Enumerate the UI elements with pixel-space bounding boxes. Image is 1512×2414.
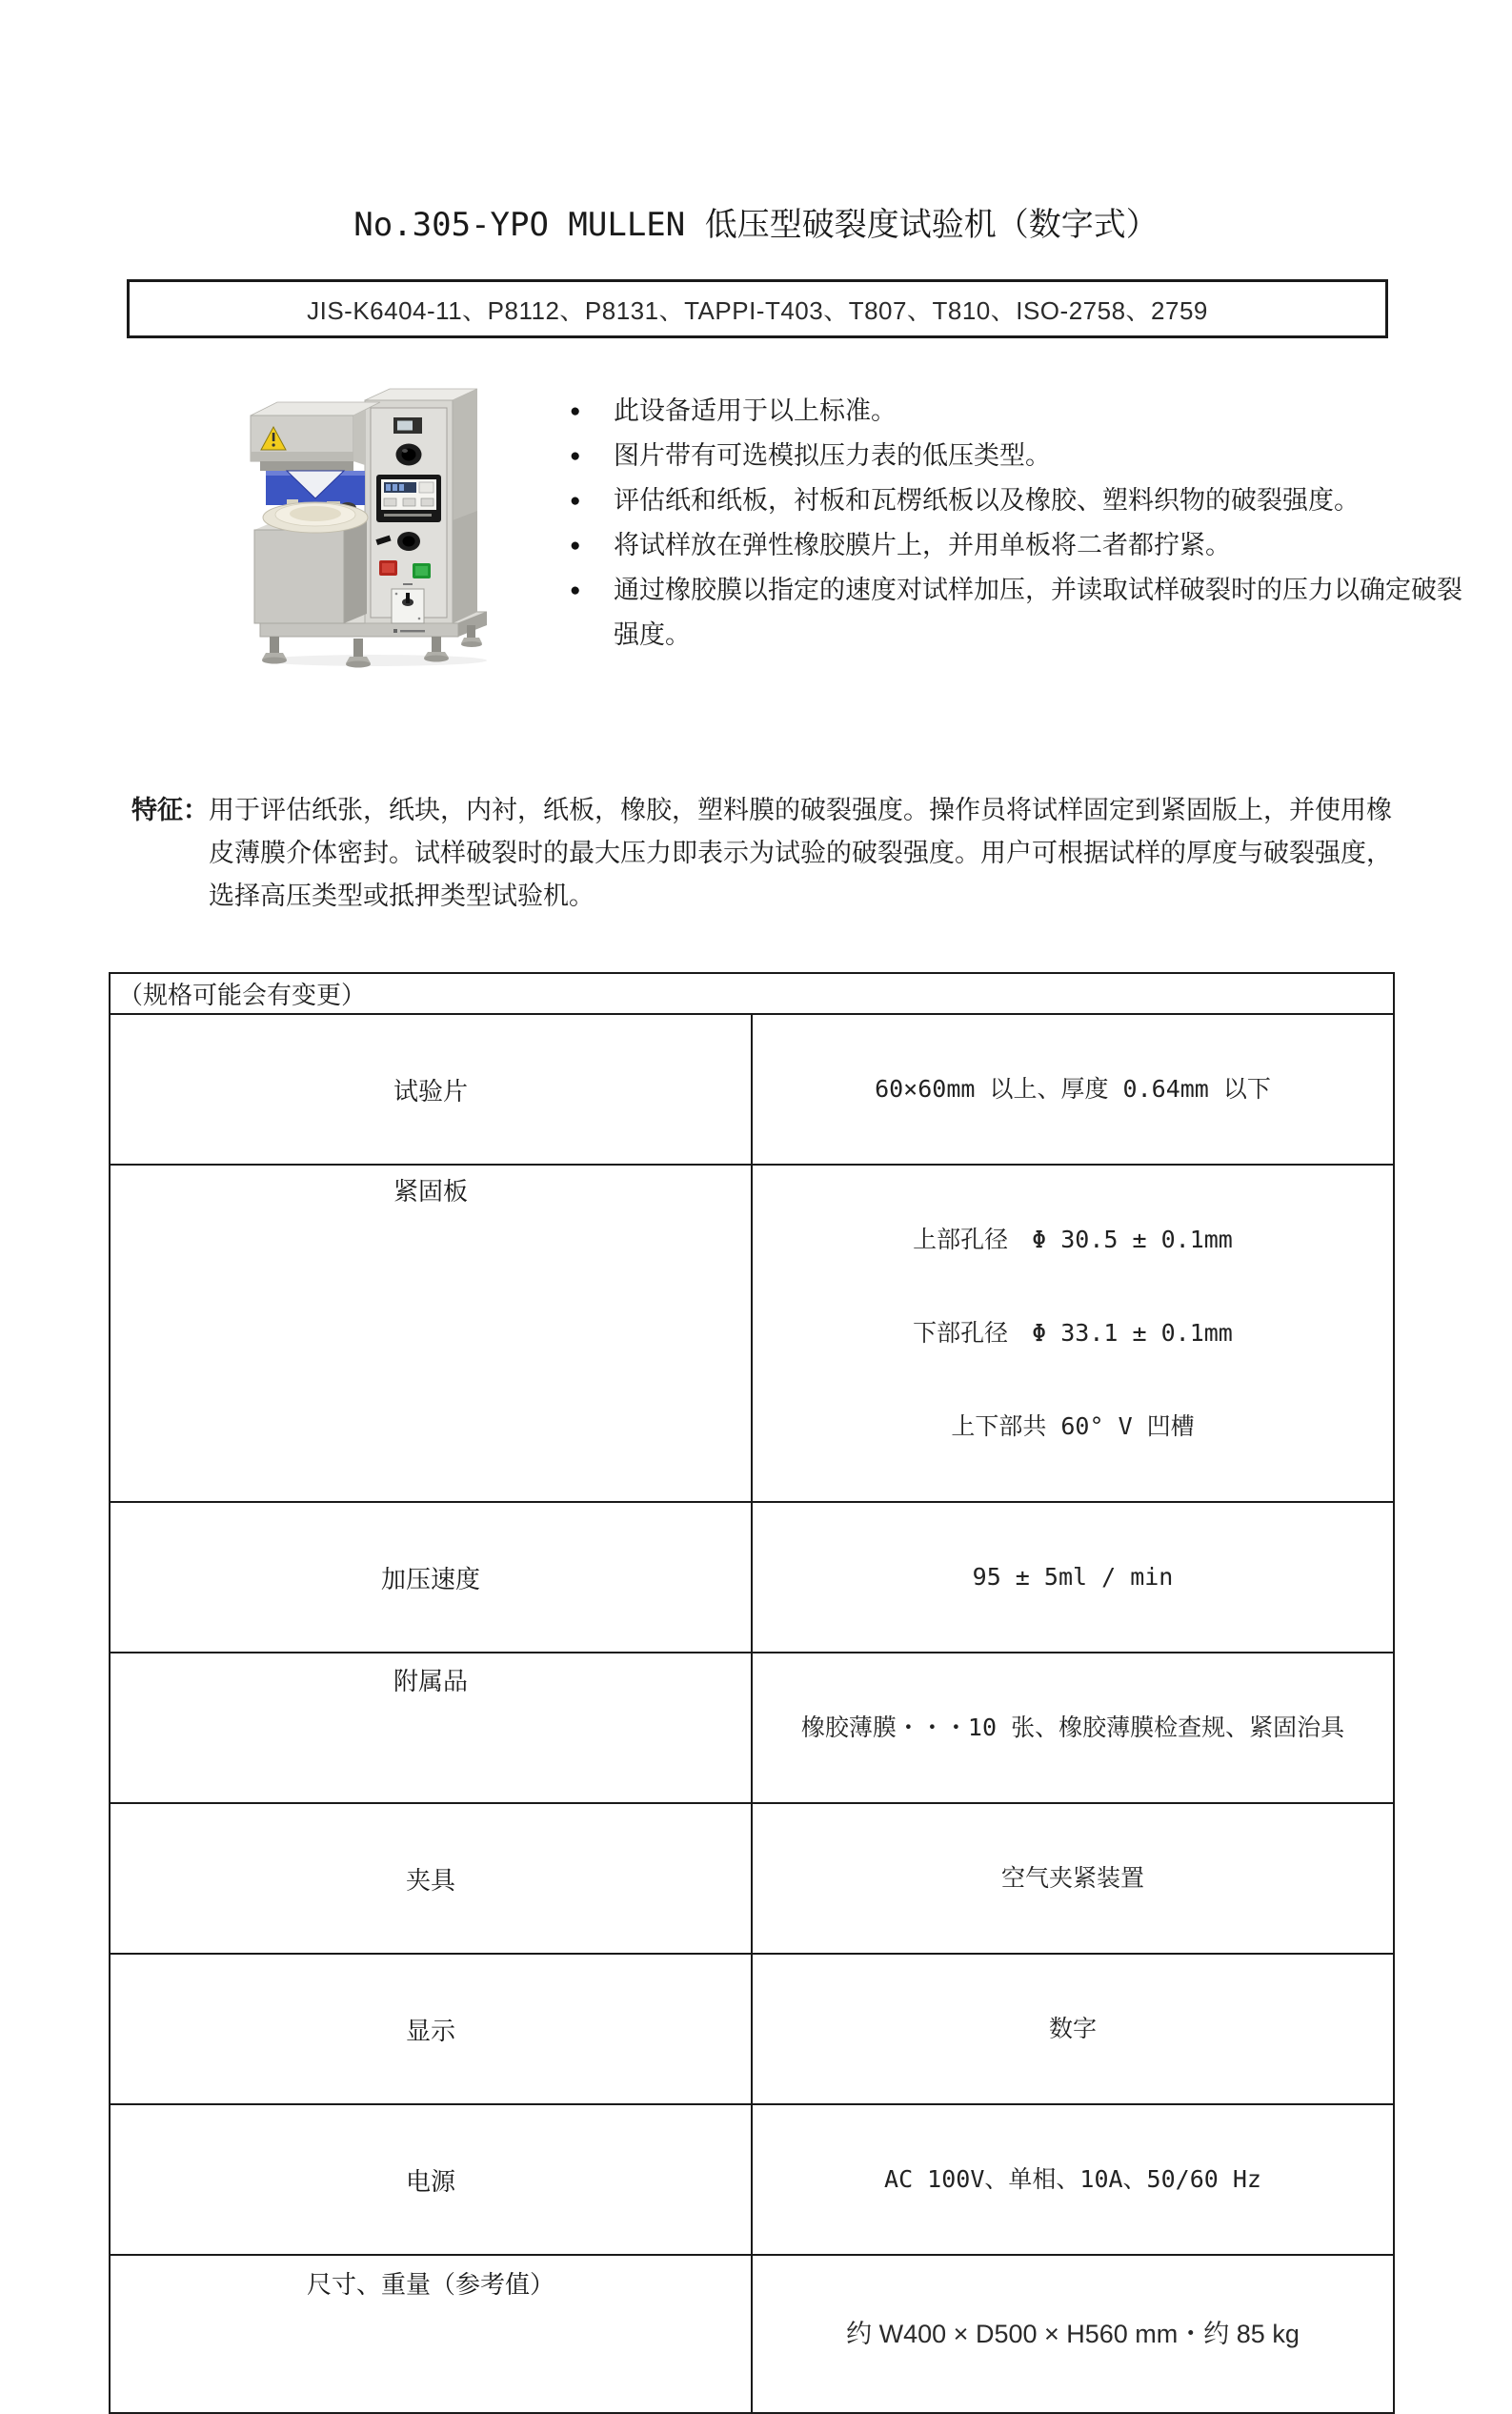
features-section [131,789,1399,918]
spec-label: 加压速度 [110,1502,752,1653]
spec-value-line: 空气夹紧装置 [1000,1864,1144,1892]
table-row [110,2255,1394,2413]
spec-value [752,1014,1394,1165]
spec-value-line: 橡胶薄膜・・・10 张、橡胶薄膜检查规、紧固治具 [800,1714,1345,1741]
press-block [266,471,365,505]
table-row [110,1803,1394,1954]
bullet-list [564,389,1474,658]
table-row [110,1502,1394,1653]
pressure-gauge [376,475,441,522]
table-row [110,1954,1394,2104]
control-tower [365,389,477,633]
spec-label: 附属品 [110,1653,752,1803]
spec-value-line: AC 100V、单相、10A、50/60 Hz [884,2165,1261,2193]
spec-value [752,1954,1394,2104]
spec-table-caption: （规格可能会有变更） [110,973,1394,1014]
spec-value [752,2104,1394,2255]
spec-value [752,1653,1394,1803]
standards-text: JIS-K6404-11、P8112、P8131、TAPPI-T403、T807、T810、ISO-2758、2759 [307,295,1208,325]
bullet-text: 将试样放在弹性橡胶膜片上，并用单板将二者都拧紧。 [614,531,1231,559]
bullet-item [564,523,1474,568]
features-label: 特征： [131,796,209,824]
spec-label: 尺寸、重量（参考值） [110,2255,752,2413]
spec-label: 夹具 [110,1803,752,1954]
bullet-text: 通过橡胶膜以指定的速度对试样加压，并读取试样破裂时的压力以确定破裂强度。 [614,576,1462,649]
spec-value-line: 下部孔径 Φ 33.1 ± 0.1mm [913,1319,1233,1347]
spec-label: 试验片 [110,1014,752,1165]
table-row [110,2104,1394,2255]
spec-label: 显示 [110,1954,752,2104]
top-arm [251,402,380,471]
shadow [262,655,487,666]
bullet-text: 图片带有可选模拟压力表的低压类型。 [614,441,1051,470]
spec-value [752,2255,1394,2413]
spec-value-line: 上部孔径 Φ 30.5 ± 0.1mm [913,1226,1233,1253]
spec-value [752,1502,1394,1653]
bullet-item [564,478,1474,523]
spec-value-line: 上下部共 60° V 凹槽 [951,1412,1195,1440]
bullet-item [564,568,1474,658]
spec-label: 电源 [110,2104,752,2255]
bullet-item [564,389,1474,434]
table-caption-row [110,973,1394,1014]
spec-value [752,1803,1394,1954]
table-row [110,1165,1394,1502]
table-row [110,1653,1394,1803]
bullet-text: 此设备适用于以上标准。 [614,396,897,425]
standards-box [127,279,1388,338]
spec-value [752,1165,1394,1502]
spec-table [109,972,1395,2414]
bullet-text: 评估纸和纸板，衬板和瓦楞纸板以及橡胶、塑料织物的破裂强度。 [614,486,1360,515]
spec-value-line: 约 W400 × D500 × H560 mm・约 85 kg [846,2320,1300,2348]
features-text: 用于评估纸张，纸块，内衬，纸板，橡胶，塑料膜的破裂强度。操作员将试样固定到紧固版上，并使用橡皮薄膜介体密封。试样破裂时的最大压力即表示为试验的破裂强度。用户可根据试样的厚度与破裂强度，选择高压类型或抵押类型试验机。 [209,796,1392,910]
spec-value-line: 60×60mm 以上、厚度 0.64mm 以下 [875,1075,1271,1103]
lower-cabinet [254,520,367,623]
table-row [110,1014,1394,1165]
machine-illustration [232,377,498,668]
spec-value-line: 95 ± 5ml / min [972,1563,1174,1591]
brand-logo [393,629,397,633]
bullet-item [564,434,1474,478]
spec-value-line: 数字 [1048,2015,1097,2042]
page-title: No.305-YPO MULLEN 低压型破裂度试验机（数字式） [353,206,1159,244]
power-switch [392,589,424,623]
feature-bullets [564,389,1474,658]
machine-photo [232,377,498,668]
spec-label: 紧固板 [110,1165,752,1502]
